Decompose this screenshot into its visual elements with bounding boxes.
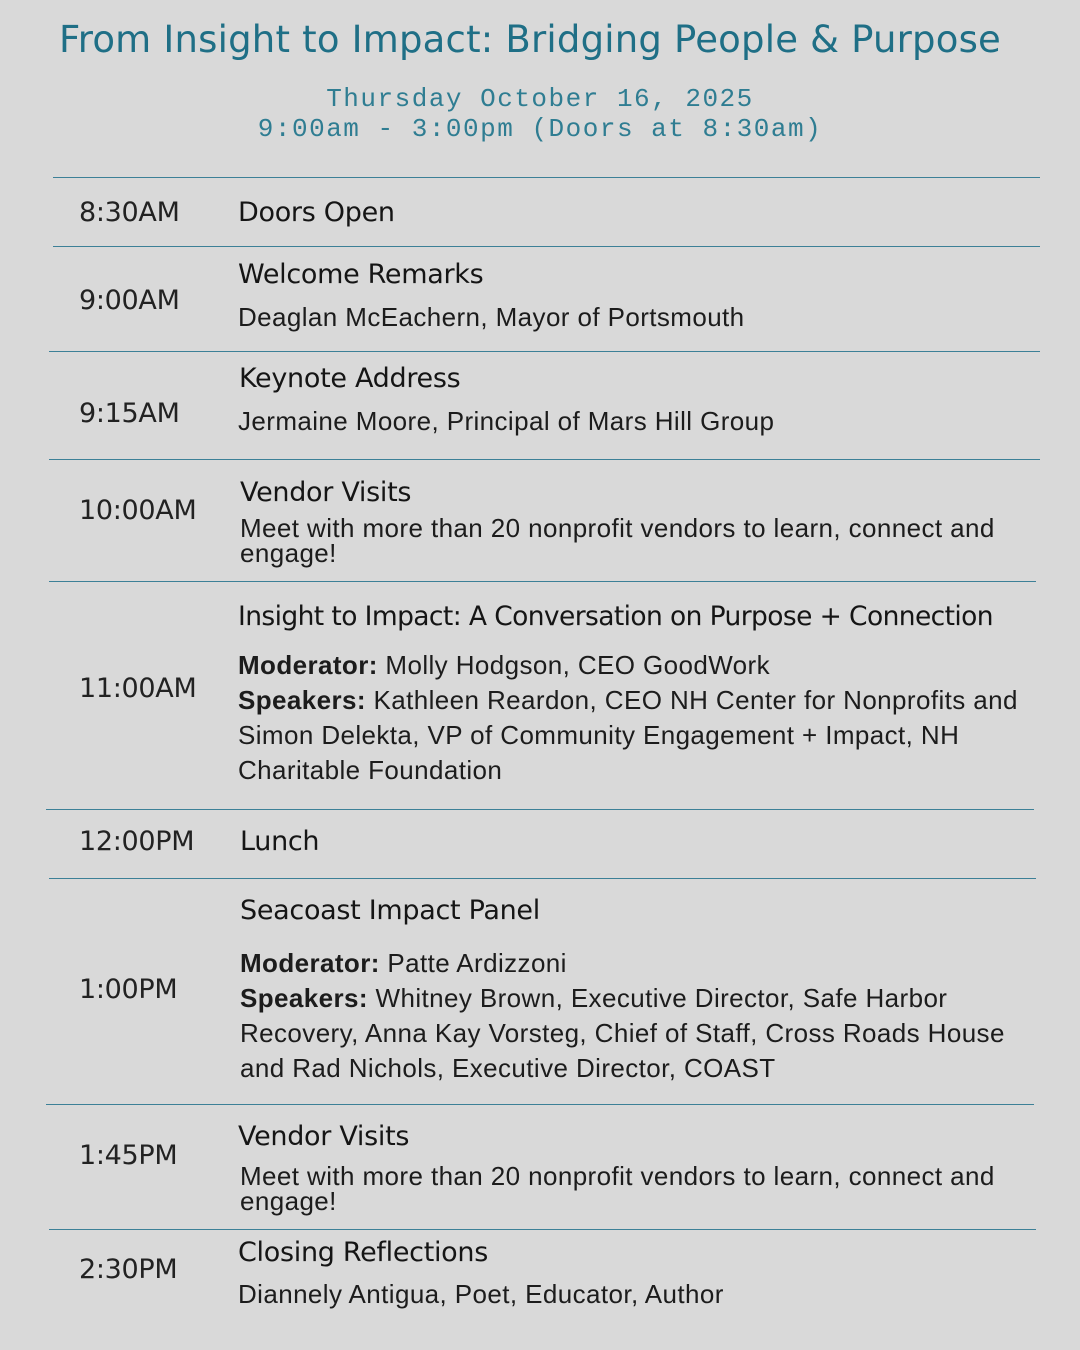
- row-time: 9:15AM: [79, 398, 180, 429]
- moderator-label: Moderator:: [238, 650, 378, 680]
- row-time: 11:00AM: [79, 673, 197, 704]
- moderator-name: Molly Hodgson, CEO GoodWork: [377, 650, 770, 680]
- row-title: Closing Reflections: [238, 1237, 488, 1268]
- row-title: Vendor Visits: [238, 1121, 410, 1152]
- row-detail: Jermaine Moore, Principal of Mars Hill Group: [238, 406, 775, 436]
- row-detail: Meet with more than 20 nonprofit vendors to learn, connect and engage!: [240, 513, 995, 568]
- event-date: Thursday October 16, 2025: [326, 84, 754, 114]
- speakers-names: Whitney Brown, Executive Director, Safe Harbor Recovery, Anna Kay Vorsteg, Chief of Staff, Cross Roads House and Rad Nichols, Executive Director, COAST: [240, 983, 1005, 1083]
- speakers-label: Speakers:: [238, 685, 366, 715]
- row-time: 1:00PM: [79, 974, 178, 1005]
- row-detail: [240, 946, 1020, 1086]
- row-detail: Meet with more than 20 nonprofit vendors to learn, connect and engage!: [240, 1161, 995, 1216]
- row-detail: [238, 648, 1028, 788]
- divider: [49, 351, 1040, 352]
- row-detail: Deaglan McEachern, Mayor of Portsmouth: [238, 302, 745, 332]
- divider: [49, 1229, 1036, 1230]
- row-time: 12:00PM: [79, 826, 195, 857]
- page-title: From Insight to Impact: Bridging People & Purpose: [58, 18, 1002, 61]
- row-time: 8:30AM: [79, 197, 180, 228]
- divider: [49, 878, 1036, 879]
- row-title: Welcome Remarks: [238, 259, 484, 290]
- speakers-names: Kathleen Reardon, CEO NH Center for Nonprofits and Simon Delekta, VP of Community Engagement + Impact, NH Charitable Foundation: [238, 685, 1018, 785]
- divider: [46, 1104, 1034, 1105]
- divider: [53, 177, 1040, 178]
- row-title: Lunch: [240, 826, 320, 857]
- divider: [53, 246, 1040, 247]
- divider: [49, 581, 1036, 582]
- moderator-name: Patte Ardizzoni: [379, 948, 567, 978]
- row-title: Doors Open: [238, 197, 395, 228]
- divider: [46, 809, 1034, 810]
- speakers-label: Speakers:: [240, 983, 368, 1013]
- row-time: 2:30PM: [79, 1254, 178, 1285]
- row-time: 10:00AM: [79, 495, 197, 526]
- event-hours: 9:00am - 3:00pm (Doors at 8:30am): [257, 114, 823, 144]
- row-time: 1:45PM: [79, 1140, 178, 1171]
- row-detail: Diannely Antigua, Poet, Educator, Author: [238, 1279, 724, 1309]
- row-time: 9:00AM: [79, 285, 180, 316]
- row-title: Seacoast Impact Panel: [240, 895, 540, 926]
- row-title: Keynote Address: [239, 363, 461, 394]
- divider: [49, 459, 1040, 460]
- row-title: Vendor Visits: [240, 477, 412, 508]
- moderator-label: Moderator:: [240, 948, 380, 978]
- row-title: Insight to Impact: A Conversation on Purpose + Connection: [238, 601, 993, 632]
